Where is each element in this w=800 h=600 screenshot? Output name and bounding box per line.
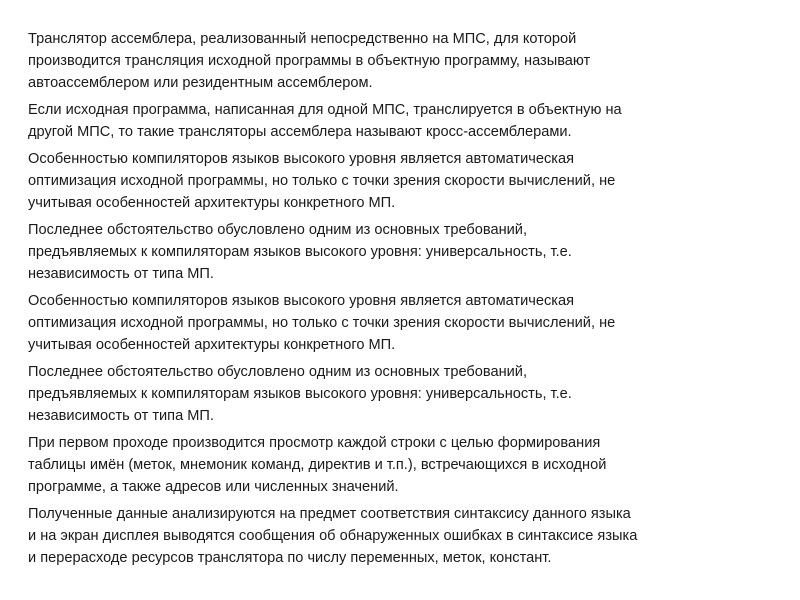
text-line: Последнее обстоятельство обусловлено одним из основных требований,	[28, 222, 527, 238]
text-line: и перерасходе ресурсов транслятора по числу переменных, меток, констант.	[28, 550, 552, 566]
paragraph-6	[28, 361, 780, 427]
text-line: и на экран дисплея выводятся сообщения об обнаруженных ошибках в синтаксисе языка	[28, 528, 638, 544]
text-line: Особенностью компиляторов языков высокого уровня является автоматическая	[28, 151, 574, 167]
paragraph-8	[28, 503, 780, 569]
text-line: таблицы имён (меток, мнемоник команд, директив и т.п.), встречающихся в исходной	[28, 457, 607, 473]
text-line: другой МПС, то такие трансляторы ассемблера называют кросс-ассемблерами.	[28, 124, 572, 140]
text-line: Транслятор ассемблера, реализованный непосредственно на МПС, для которой	[28, 31, 577, 47]
text-line: автоассемблером или резидентным ассемблером.	[28, 75, 373, 91]
text-line: Особенностью компиляторов языков высокого уровня является автоматическая	[28, 293, 574, 309]
text-line: Если исходная программа, написанная для одной МПС, транслируется в объектную на	[28, 102, 622, 118]
text-line: предъявляемых к компиляторам языков высокого уровня: универсальность, т.е.	[28, 386, 572, 402]
paragraph-2	[28, 99, 780, 143]
text-line: независимость от типа МП.	[28, 408, 214, 424]
text-line: программе, а также адресов или численных значений.	[28, 479, 399, 495]
paragraph-5	[28, 290, 780, 356]
paragraph-3	[28, 148, 780, 214]
text-line: оптимизация исходной программы, но только с точки зрения скорости вычислений, не	[28, 173, 616, 189]
text-block	[28, 28, 780, 574]
paragraph-4	[28, 219, 780, 285]
text-line: производится трансляция исходной программы в объектную программу, называют	[28, 53, 591, 69]
text-line: учитывая особенностей архитектуры конкретного МП.	[28, 337, 396, 353]
text-line: учитывая особенностей архитектуры конкретного МП.	[28, 195, 396, 211]
paragraph-7	[28, 432, 780, 498]
text-line: Последнее обстоятельство обусловлено одним из основных требований,	[28, 364, 527, 380]
text-line: независимость от типа МП.	[28, 266, 214, 282]
text-line: Полученные данные анализируются на предмет соответствия синтаксису данного языка	[28, 506, 631, 522]
text-line: При первом проходе производится просмотр каждой строки с целью формирования	[28, 435, 601, 451]
text-line: оптимизация исходной программы, но только с точки зрения скорости вычислений, не	[28, 315, 616, 331]
paragraph-1	[28, 28, 780, 94]
text-line: предъявляемых к компиляторам языков высокого уровня: универсальность, т.е.	[28, 244, 572, 260]
